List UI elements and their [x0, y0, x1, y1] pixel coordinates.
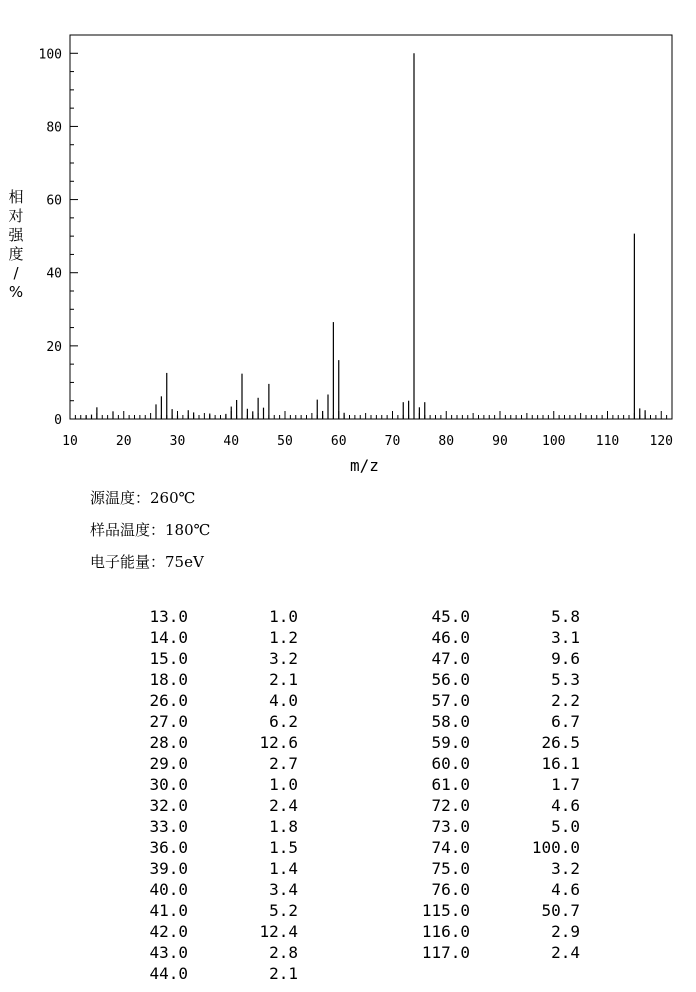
- peak-abundance: 5.0: [551, 817, 580, 836]
- peak-row: [398, 669, 580, 690]
- y-axis-label-char: 强: [8, 226, 24, 244]
- peak-row: [116, 606, 298, 627]
- peak-mz: 40.0: [149, 880, 188, 899]
- peak-mz: 59.0: [431, 733, 470, 752]
- peak-row: [398, 900, 580, 921]
- x-tick-label: 90: [492, 434, 508, 449]
- peak-row: [398, 858, 580, 879]
- peak-abundance: 12.4: [259, 922, 298, 941]
- y-axis-label-char: /: [13, 264, 19, 282]
- peak-row: [116, 942, 298, 963]
- y-tick-label: 40: [46, 266, 62, 282]
- peak-mz: 33.0: [149, 817, 188, 836]
- x-tick-label: 40: [223, 434, 240, 449]
- y-tick-label: 80: [46, 120, 62, 136]
- peak-row: [398, 942, 580, 963]
- y-tick-label: 0: [54, 413, 62, 428]
- peak-abundance: 2.2: [551, 691, 580, 710]
- peak-row: [398, 690, 580, 711]
- peak-abundance: 5.3: [551, 670, 580, 689]
- peak-row: [398, 774, 580, 795]
- x-tick-label: 70: [384, 434, 401, 449]
- peak-row: [116, 837, 298, 858]
- peak-row: [116, 879, 298, 900]
- peak-abundance: 2.7: [269, 754, 298, 773]
- peak-bars: [86, 53, 645, 419]
- peak-row: [398, 732, 580, 753]
- x-tick-label: 10: [62, 434, 78, 449]
- axis-ticks: [39, 47, 673, 449]
- peak-abundance: 3.1: [551, 628, 580, 647]
- peak-mz: 73.0: [431, 817, 470, 836]
- peak-abundance: 6.2: [269, 712, 298, 731]
- peak-abundance: 2.4: [269, 796, 298, 815]
- peak-mz: 56.0: [431, 670, 470, 689]
- peak-row: [398, 627, 580, 648]
- peak-row: [116, 669, 298, 690]
- peak-mz: 45.0: [431, 607, 470, 626]
- x-tick-label: 120: [649, 434, 673, 449]
- x-tick-label: 80: [438, 434, 455, 449]
- y-axis-label: [6, 188, 26, 302]
- peak-row: [116, 816, 298, 837]
- peak-mz: 44.0: [149, 964, 188, 983]
- peak-abundance: 12.6: [259, 733, 298, 752]
- peak-abundance: 2.1: [269, 670, 298, 689]
- peak-mz: 36.0: [149, 838, 188, 857]
- peak-abundance: 1.0: [269, 607, 298, 626]
- peak-mz: 42.0: [149, 922, 188, 941]
- y-axis-label-char: 度: [8, 245, 24, 263]
- peak-abundance: 3.2: [269, 649, 298, 668]
- peak-abundance: 1.0: [269, 775, 298, 794]
- peak-abundance: 1.5: [269, 838, 298, 857]
- peak-abundance: 4.6: [551, 796, 580, 815]
- peak-mz: 41.0: [149, 901, 188, 920]
- y-tick-label: 100: [38, 47, 62, 63]
- x-tick-label: 30: [169, 434, 186, 449]
- peak-row: [116, 963, 298, 984]
- peak-mz: 30.0: [149, 775, 188, 794]
- peak-mz: 28.0: [149, 733, 188, 752]
- peak-abundance: 9.6: [551, 649, 580, 668]
- peak-row: [116, 774, 298, 795]
- y-axis-label-char: 对: [8, 207, 24, 225]
- mass-spectrum-chart: [0, 0, 696, 480]
- peak-mz: 26.0: [149, 691, 188, 710]
- peak-row: [116, 753, 298, 774]
- peak-table-right: [398, 606, 580, 963]
- peak-row: [116, 858, 298, 879]
- peak-mz: 116.0: [421, 922, 470, 941]
- peak-mz: 39.0: [149, 859, 188, 878]
- peak-row: [116, 921, 298, 942]
- peak-mz: 18.0: [149, 670, 188, 689]
- peak-row: [116, 627, 298, 648]
- peak-abundance: 16.1: [541, 754, 580, 773]
- source-temperature: 源温度：260℃: [90, 489, 196, 507]
- peak-abundance: 50.7: [541, 901, 580, 920]
- peak-abundance: 2.4: [551, 943, 580, 962]
- peak-mz: 32.0: [149, 796, 188, 815]
- peak-row: [398, 648, 580, 669]
- x-tick-label: 100: [542, 434, 566, 449]
- peak-table-left: [116, 606, 298, 984]
- peak-abundance: 2.9: [551, 922, 580, 941]
- y-tick-label: 20: [46, 339, 62, 355]
- y-axis-label-char: %: [8, 283, 24, 301]
- peak-abundance: 1.7: [551, 775, 580, 794]
- peak-mz: 76.0: [431, 880, 470, 899]
- x-tick-label: 50: [277, 434, 293, 449]
- peak-abundance: 1.2: [269, 628, 298, 647]
- plot-frame: [70, 35, 672, 419]
- peak-row: [398, 606, 580, 627]
- peak-mz: 14.0: [149, 628, 188, 647]
- peak-abundance: 4.6: [551, 880, 580, 899]
- peak-abundance: 1.4: [269, 859, 298, 878]
- peak-row: [398, 816, 580, 837]
- peak-mz: 75.0: [431, 859, 470, 878]
- peak-mz: 43.0: [149, 943, 188, 962]
- x-tick-label: 60: [330, 434, 347, 449]
- peak-mz: 27.0: [149, 712, 188, 731]
- peak-mz: 57.0: [431, 691, 470, 710]
- peak-abundance: 4.0: [269, 691, 298, 710]
- peak-row: [398, 837, 580, 858]
- peak-abundance: 5.2: [269, 901, 298, 920]
- peak-row: [398, 921, 580, 942]
- peak-mz: 74.0: [431, 838, 470, 857]
- peak-abundance: 3.2: [551, 859, 580, 878]
- peak-mz: 61.0: [431, 775, 470, 794]
- peak-mz: 46.0: [431, 628, 470, 647]
- peak-mz: 60.0: [431, 754, 470, 773]
- peak-row: [116, 795, 298, 816]
- peak-mz: 115.0: [421, 901, 470, 920]
- peak-abundance: 3.4: [269, 880, 298, 899]
- peak-row: [116, 900, 298, 921]
- peak-row: [116, 732, 298, 753]
- peak-row: [116, 711, 298, 732]
- y-axis-label-char: 相: [8, 188, 24, 206]
- peak-abundance: 100.0: [531, 838, 580, 857]
- peak-mz: 47.0: [431, 649, 470, 668]
- sample-temperature: 样品温度：180℃: [90, 521, 211, 539]
- peak-row: [398, 879, 580, 900]
- electron-energy: 电子能量：75eV: [90, 553, 204, 571]
- peak-abundance: 1.8: [269, 817, 298, 836]
- peak-row: [116, 690, 298, 711]
- peak-abundance: 2.1: [269, 964, 298, 983]
- peak-abundance: 26.5: [541, 733, 580, 752]
- peak-row: [398, 753, 580, 774]
- peak-mz: 13.0: [149, 607, 188, 626]
- peak-mz: 58.0: [431, 712, 470, 731]
- x-axis-label: m/z: [350, 456, 379, 475]
- x-tick-label: 110: [595, 434, 620, 449]
- peak-mz: 29.0: [149, 754, 188, 773]
- peak-row: [398, 711, 580, 732]
- peak-row: [398, 795, 580, 816]
- peak-mz: 15.0: [149, 649, 188, 668]
- peak-row: [116, 648, 298, 669]
- peak-mz: 117.0: [421, 943, 470, 962]
- peak-mz: 72.0: [431, 796, 470, 815]
- y-tick-label: 60: [46, 193, 62, 209]
- x-tick-label: 20: [115, 434, 132, 449]
- peak-abundance: 2.8: [269, 943, 298, 962]
- peak-abundance: 6.7: [551, 712, 580, 731]
- peak-abundance: 5.8: [551, 607, 580, 626]
